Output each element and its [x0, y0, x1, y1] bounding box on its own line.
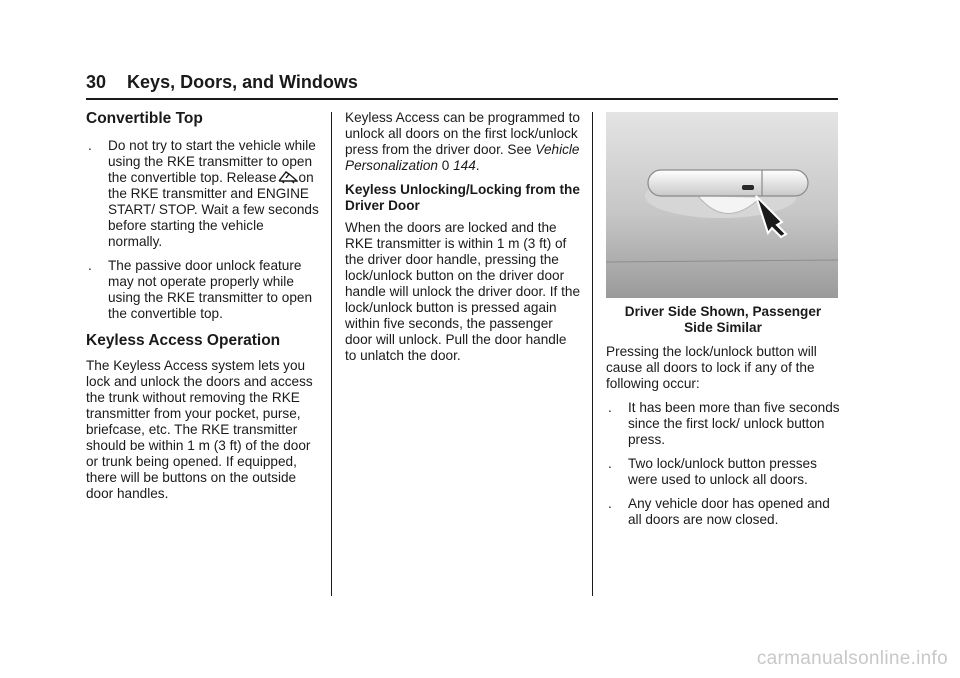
door-handle-illustration — [606, 112, 838, 298]
page-reference[interactable]: 144 — [453, 158, 476, 173]
page-number: 30 — [86, 72, 107, 92]
bullet-item — [86, 258, 320, 322]
column-divider-2 — [592, 112, 593, 596]
column-1 — [86, 110, 320, 510]
paragraph-personalization — [345, 110, 581, 174]
bullet-item — [606, 400, 840, 448]
bullet-text-after: on the RKE transmitter and ENGINE START/ STOP. Wait a few seconds before starting the vehicle normally. — [108, 170, 319, 249]
paragraph: The Keyless Access system lets you lock and unlock the doors and access the trunk without removing the RKE transmitter from your pocket, purse, briefcase, etc. The RKE transmitter should be within 1 m (3 ft) of the door or trunk being opened. If equipped, there will be buttons on the outside door handles. — [86, 358, 313, 501]
bullet-text: The passive door unlock feature may not operate properly while using the RKE transmitter to open the convertible top. — [108, 258, 313, 321]
header-rule — [86, 98, 838, 100]
figure-caption — [606, 304, 840, 336]
bullet-dot: . — [608, 496, 612, 511]
convertible-top-icon — [278, 170, 298, 184]
page-ref-arrow-icon: 0 — [441, 158, 450, 173]
paragraph-text: Keyless Access can be programmed to unlock all doors on the first lock/unlock press from the driver door. See — [345, 110, 580, 157]
paragraph: Pressing the lock/unlock button will cause all doors to lock if any of the following occur: — [606, 344, 817, 391]
column-2 — [345, 110, 581, 372]
bullet-text: Two lock/unlock button presses were used to unlock all doors. — [628, 456, 817, 487]
column-divider-1 — [331, 112, 332, 596]
bullet-text: Any vehicle door has opened and all doors are now closed. — [628, 496, 830, 527]
page-title: Keys, Doors, and Windows — [127, 72, 358, 92]
caption-line-2: Side Similar — [684, 320, 762, 335]
bullet-item — [606, 456, 840, 488]
bullet-item — [86, 138, 320, 250]
column-3 — [606, 112, 840, 536]
period: . — [475, 158, 480, 173]
watermark-logo: carmanualsonline.info — [756, 648, 948, 669]
caption-line-1: Driver Side Shown, Passenger — [624, 304, 822, 319]
section-heading-keyless-access: Keyless Access Operation — [86, 332, 281, 349]
subheading-keyless-unlocking: Keyless Unlocking/Locking from the Driver Door — [345, 182, 580, 213]
bullet-dot: . — [608, 400, 612, 415]
bullet-dot: . — [608, 456, 612, 471]
cross-reference-link[interactable]: Vehicle Personalization — [345, 142, 580, 173]
page-header — [86, 72, 358, 93]
bullet-text-before: Do not try to start the vehicle while using the RKE transmitter to open the convertible top. Release — [108, 138, 316, 185]
section-heading-convertible-top: Convertible Top — [86, 110, 203, 127]
bullet-dot: . — [88, 138, 92, 153]
paragraph: When the doors are locked and the RKE transmitter is within 1 m (3 ft) of the driver door handle, pressing the lock/unlock button on the driver door handle will unlock the driver door. If the lock/unlock button is pressed again within five seconds, the passenger door will unlock. Pull the door handle to unlatch the door. — [345, 220, 581, 363]
bullet-dot: . — [88, 258, 92, 273]
bullet-item — [606, 496, 840, 528]
bullet-text: It has been more than five seconds since the first lock/ unlock button press. — [628, 400, 840, 447]
